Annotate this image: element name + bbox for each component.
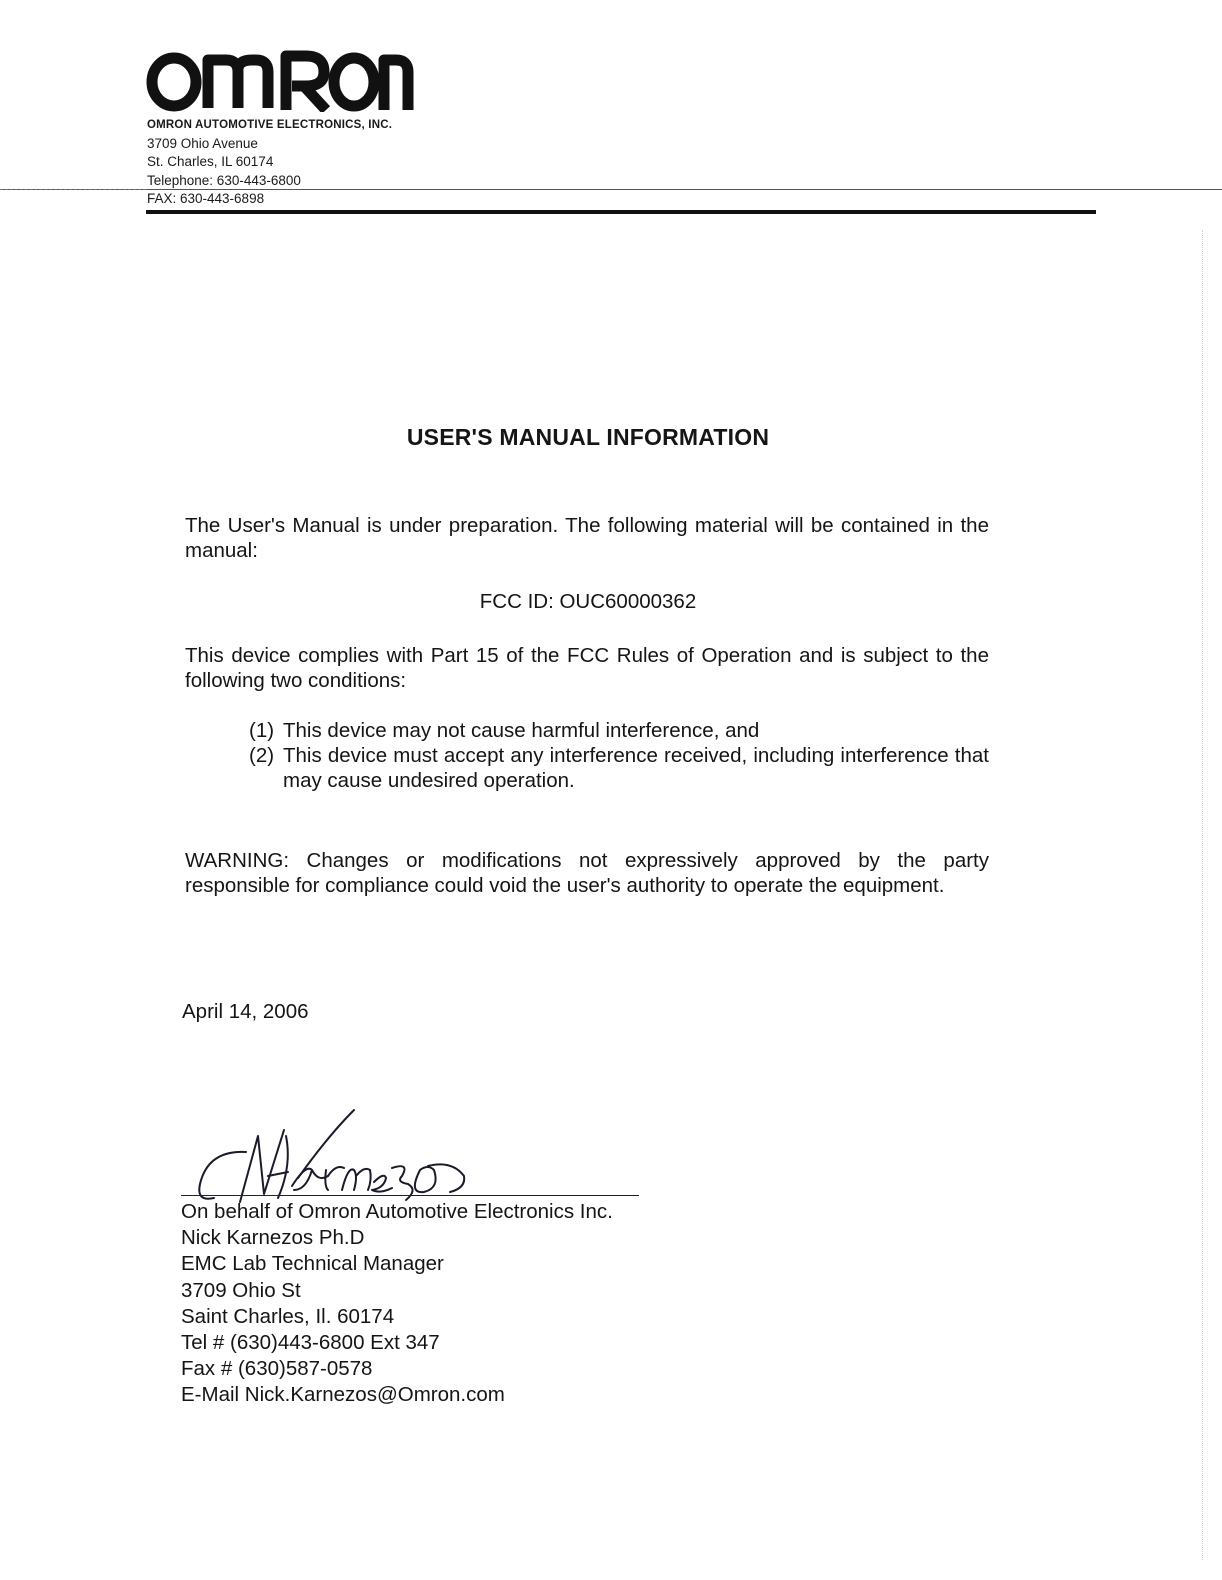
warning-paragraph: WARNING: Changes or modifications not expressively approved by the party responsible for compliance could void the user's authority to operate the equipment.: [185, 849, 989, 897]
fcc-id: FCC ID: OUC60000362: [479, 590, 697, 613]
letterhead-thin-rule: [0, 189, 1222, 190]
telephone: Telephone: 630-443-6800: [147, 172, 301, 188]
signer-telephone: Tel # (630)443-6800 Ext 347: [181, 1331, 440, 1355]
signer-position: EMC Lab Technical Manager: [181, 1252, 444, 1276]
signature-line: [181, 1195, 639, 1196]
on-behalf-line: On behalf of Omron Automotive Electronics Inc.: [181, 1200, 613, 1223]
signer-fax: Fax # (630)587-0578: [181, 1357, 373, 1381]
fax: FAX: 630-443-6898: [147, 191, 265, 206]
signer-city: Saint Charles, Il. 60174: [181, 1304, 395, 1328]
signer-email: E-Mail Nick.Karnezos@Omron.com: [181, 1383, 505, 1407]
document-title: USER'S MANUAL INFORMATION: [406, 424, 770, 450]
letterhead-thick-rule: [146, 210, 1096, 214]
letterhead-address: [147, 116, 392, 209]
address-line-1: 3709 Ohio Avenue: [147, 135, 258, 151]
signer-name: Nick Karnezos Ph.D: [181, 1226, 365, 1250]
document-date: April 14, 2006: [182, 1000, 309, 1023]
omron-logo: [146, 46, 414, 112]
scan-edge-speckle: [1202, 230, 1204, 1560]
condition-number: (1): [249, 719, 275, 742]
condition-number: (2): [249, 744, 275, 767]
signer-street: 3709 Ohio St: [181, 1278, 301, 1302]
intro-paragraph: The User's Manual is under preparation. The following material will be contained in the manual:: [185, 514, 989, 562]
company-name: OMRON AUTOMOTIVE ELECTRONICS, INC.: [147, 119, 393, 131]
compliance-paragraph: This device complies with Part 15 of the FCC Rules of Operation and is subject to the following two conditions:: [185, 644, 989, 692]
condition-item: [249, 743, 989, 793]
address-line-2: St. Charles, IL 60174: [147, 154, 274, 169]
condition-text: This device must accept any interference received, including interference that may cause undesired operation.: [283, 744, 989, 792]
signature-block: [181, 1199, 613, 1409]
condition-text: This device may not cause harmful interference, and: [283, 719, 760, 742]
letterhead-dashed-rule: [0, 189, 146, 190]
conditions-list: [249, 718, 989, 793]
condition-item: [249, 718, 989, 743]
